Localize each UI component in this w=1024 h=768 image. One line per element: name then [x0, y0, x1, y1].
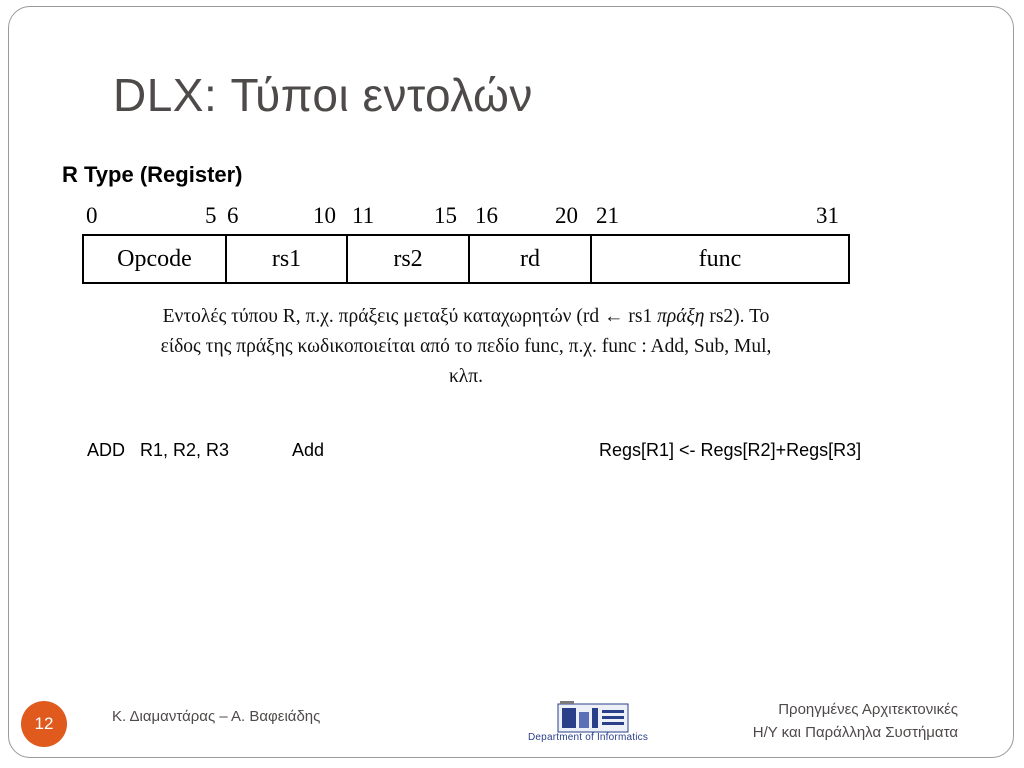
- instruction-format-table: [82, 234, 850, 284]
- format-description: [82, 302, 850, 392]
- description-text: Εντολές τύπου R, π.χ. πράξεις μεταξύ καταχωρητών (rd ← rs1: [162, 306, 658, 327]
- bit-label-20: 20: [555, 203, 578, 228]
- description-line-1: [82, 302, 850, 332]
- bit-label-6: 6: [227, 203, 239, 228]
- field-rs1: rs1: [227, 236, 348, 282]
- example-semantics: Regs[R1] <- Regs[R2]+Regs[R3]: [599, 440, 862, 460]
- bit-label-10: 10: [313, 203, 336, 228]
- description-line-3: κλπ.: [448, 366, 483, 387]
- course-title: [753, 698, 958, 744]
- field-rs2: rs2: [348, 236, 470, 282]
- example-instruction: ADD R1, R2, R3: [87, 440, 230, 460]
- bit-label-15: 15: [434, 203, 457, 228]
- bit-label-16: 16: [475, 203, 498, 228]
- bit-label-5: 5: [205, 203, 217, 228]
- page-number-badge: 12: [21, 701, 67, 747]
- slide-title: DLX: Τύποι εντολών: [113, 69, 533, 121]
- bit-label-31: 31: [816, 203, 839, 228]
- description-emphasis: πράξη: [657, 306, 705, 327]
- subheading: R Type (Register): [62, 162, 243, 187]
- description-text: rs2). Το: [704, 306, 770, 327]
- course-title-line-2: Η/Υ και Παράλληλα Συστήματα: [752, 724, 958, 741]
- description-line-2: είδος της πράξης κωδικοποιείται από το πεδίο func, π.χ. func : Add, Sub, Mul,: [160, 336, 772, 357]
- footer-authors: Κ. Διαμαντάρας – Α. Βαφειάδης: [112, 708, 321, 725]
- course-title-line-1: Προηγμένες Αρχιτεκτονικές: [778, 701, 958, 718]
- field-func: func: [698, 245, 742, 272]
- field-opcode: Opcode: [84, 236, 227, 282]
- bit-label-0: 0: [86, 203, 98, 228]
- example-operation: Add: [292, 440, 325, 460]
- bit-label-21: 21: [596, 203, 619, 228]
- bit-label-11: 11: [352, 203, 375, 228]
- department-logo-text: Department of Informatics: [528, 732, 649, 743]
- field-rd: rd: [470, 236, 592, 282]
